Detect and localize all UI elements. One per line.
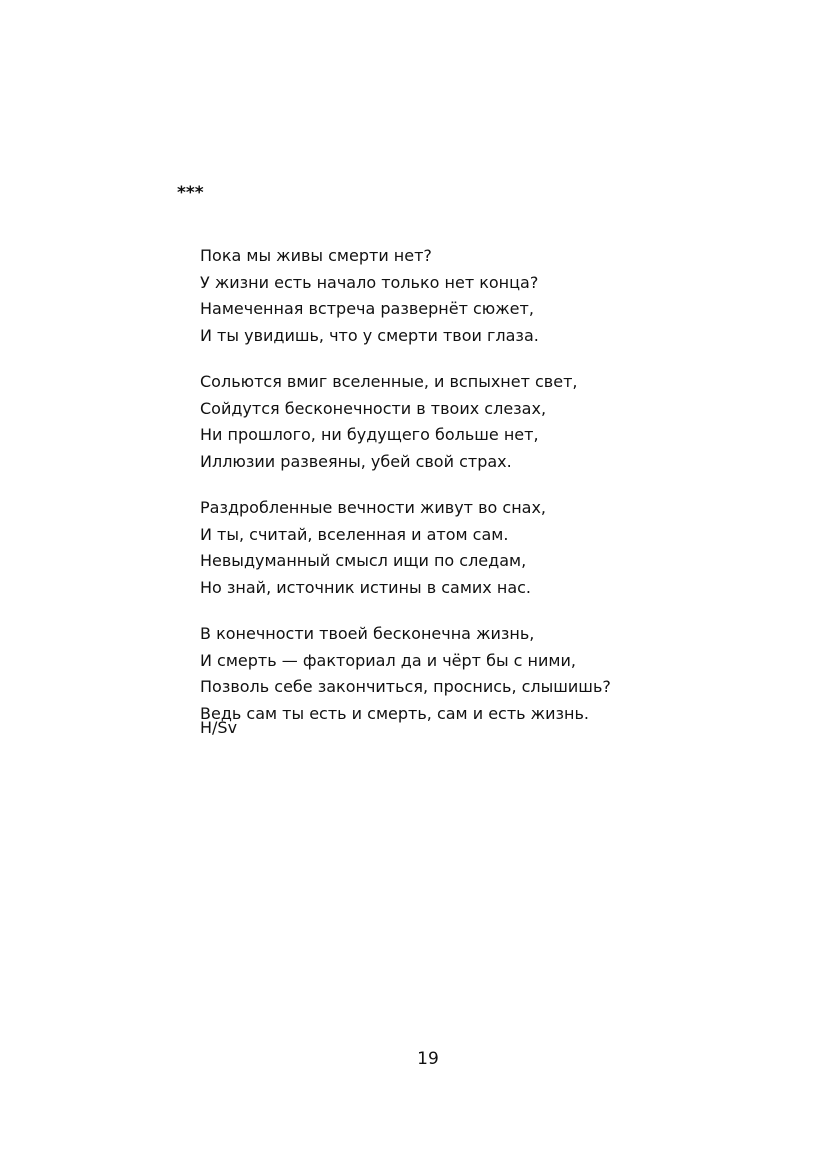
section-separator: *** [177, 183, 204, 203]
poem-line: Но знай, источник истины в самих нас. [200, 577, 531, 597]
poem-line: У жизни есть начало только нет конца? [200, 272, 539, 292]
poem-line: Ведь сам ты есть и смерть, сам и есть жизнь. [200, 703, 589, 723]
author-signature: H/Sv [200, 718, 238, 737]
poem-line: Позволь себе закончиться, проснись, слышишь? [200, 677, 611, 696]
poem-line: И ты, считай, вселенная и атом сам. [200, 524, 509, 544]
page-number: 19 [417, 1049, 439, 1069]
poem-line: Иллюзии развеяны, убей свой страх. [200, 451, 512, 471]
poem-line: И ты увидишь, что у смерти твои глаза. [200, 325, 539, 345]
poem-stanza-4 [200, 621, 611, 727]
poem-stanza-3 [200, 495, 546, 601]
poem-stanza-2 [200, 369, 577, 475]
poem-stanza-1 [200, 243, 539, 349]
poem-line: В конечности твоей бесконечна жизнь, [200, 624, 535, 643]
poem-line: И смерть — факториал да и чёрт бы с ними, [200, 650, 576, 670]
poem-line: Ни прошлого, ни будущего больше нет, [200, 425, 539, 444]
poem-line: Пока мы живы смерти нет? [200, 246, 432, 265]
poem-line: Раздробленные вечности живут во снах, [200, 498, 547, 517]
poem-line: Невыдуманный смысл ищи по следам, [200, 551, 527, 570]
poem-line: Намеченная встреча развернёт сюжет, [200, 299, 534, 318]
poem-line: Сойдутся бесконечности в твоих слезах, [200, 398, 547, 418]
poem-line: Сольются вмиг вселенные, и вспыхнет свет, [200, 372, 578, 391]
